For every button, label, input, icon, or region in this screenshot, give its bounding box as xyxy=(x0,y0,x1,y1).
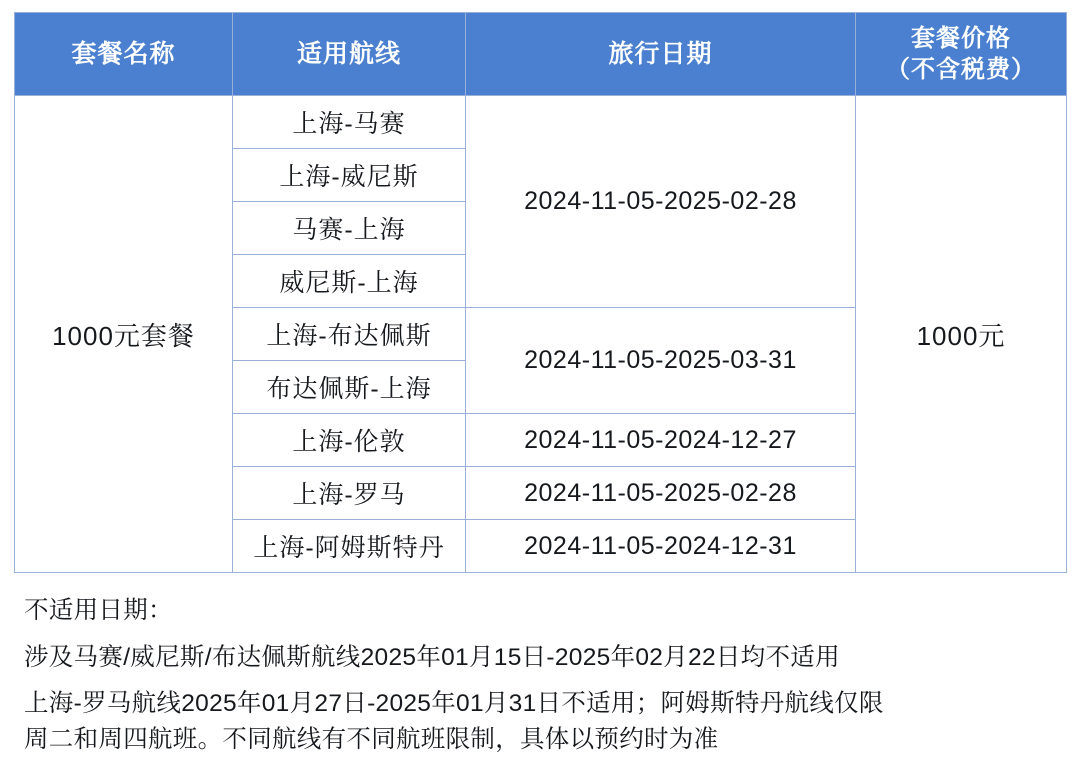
cell-travel-date: 2024-11-05-2025-02-28 xyxy=(466,96,856,308)
column-header-package-price xyxy=(856,13,1067,96)
column-header-package-price-line2: （不含税费） xyxy=(886,56,1036,84)
notes-title: 不适用日期： xyxy=(24,597,173,625)
table-body xyxy=(15,96,1067,573)
cell-travel-date: 2024-11-05-2024-12-31 xyxy=(466,520,856,573)
notes-line-3: 周二和周四航班。不同航线有不同航班限制，具体以预约时为准 xyxy=(24,726,719,754)
table-header-row xyxy=(15,13,1067,96)
fare-package-table xyxy=(14,12,1067,573)
cell-route: 上海-布达佩斯 xyxy=(233,308,466,361)
column-header-package-price-line1: 套餐价格 xyxy=(911,25,1011,52)
notes-line-1: 涉及马赛/威尼斯/布达佩斯航线2025年01月15日-2025年02月22日均不适用 xyxy=(24,643,840,671)
cell-route: 威尼斯-上海 xyxy=(233,255,466,308)
notes-section xyxy=(14,595,1066,756)
table-header xyxy=(15,13,1067,96)
cell-route: 上海-罗马 xyxy=(233,467,466,520)
cell-route: 上海-阿姆斯特丹 xyxy=(233,520,466,573)
cell-route: 上海-伦敦 xyxy=(233,414,466,467)
column-header-route: 适用航线 xyxy=(233,13,466,96)
cell-travel-date: 2024-11-05-2025-02-28 xyxy=(466,467,856,520)
cell-route: 上海-马赛 xyxy=(233,96,466,149)
notes-line-2: 上海-罗马航线2025年01月27日-2025年01月31日不适用；阿姆斯特丹航线仅限 xyxy=(24,690,884,718)
column-header-package-name: 套餐名称 xyxy=(15,13,233,96)
cell-travel-date: 2024-11-05-2025-03-31 xyxy=(466,308,856,414)
cell-package-price: 1000元 xyxy=(856,96,1067,573)
table-row xyxy=(15,96,1067,149)
cell-travel-date: 2024-11-05-2024-12-27 xyxy=(466,414,856,467)
cell-route: 马赛-上海 xyxy=(233,202,466,255)
cell-route: 上海-威尼斯 xyxy=(233,149,466,202)
column-header-travel-date: 旅行日期 xyxy=(466,13,856,96)
cell-route: 布达佩斯-上海 xyxy=(233,361,466,414)
cell-package-name: 1000元套餐 xyxy=(15,96,233,573)
